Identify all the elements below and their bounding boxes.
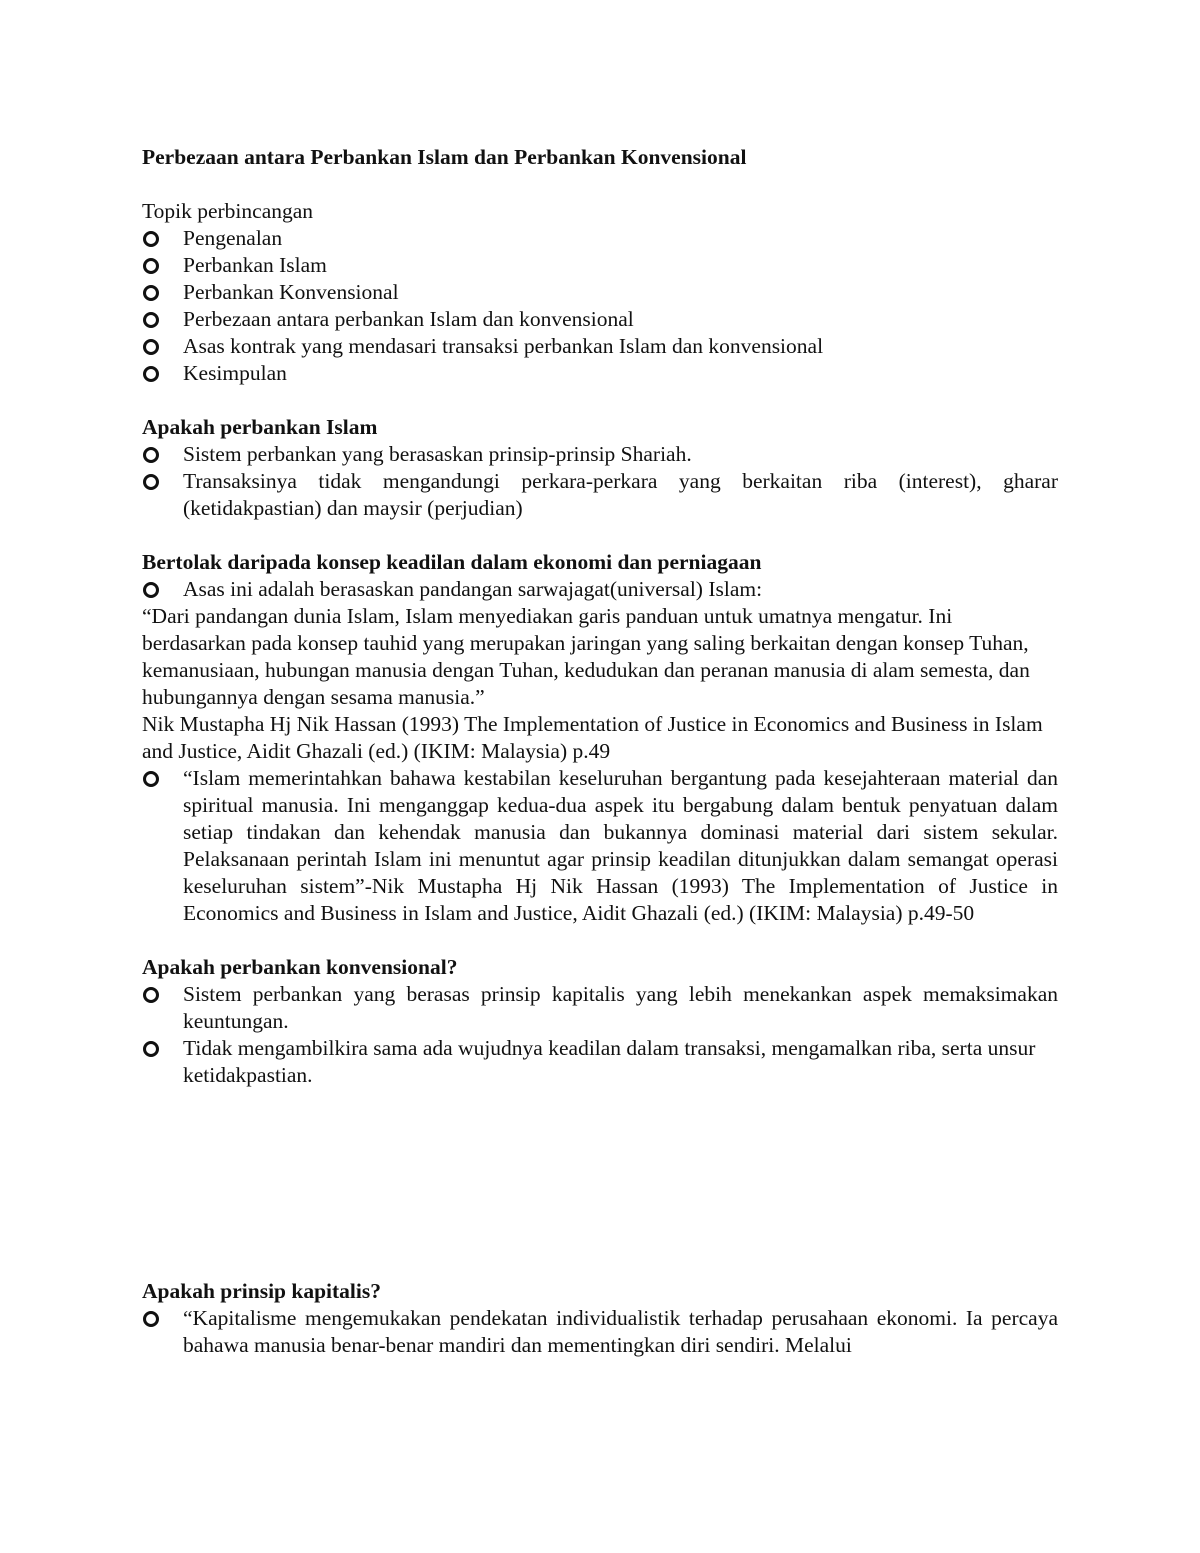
justice-list-2 <box>142 765 1058 927</box>
islamic-banking-list <box>142 441 1058 522</box>
circle-bullet-icon <box>143 231 159 247</box>
list-item-text: Sistem perbankan yang berasaskan prinsip-prinsip Shariah. <box>183 442 692 466</box>
section-heading-justice: Bertolak daripada konsep keadilan dalam ekonomi dan perniagaan <box>142 550 762 574</box>
topic-item <box>142 333 1058 360</box>
capitalism-list <box>142 1305 1058 1359</box>
list-item-text: “Islam memerintahkan bahawa kestabilan keseluruhan bergantung pada kesejahteraan material dan spiritual manusia. Ini menganggap kedua-dua aspek itu bergabung dalam bentuk penyatuan dalam setiap tindakan dan kehendak manusia dan bukannya dominasi material dari sistem sekular. Pelaksanaan perintah Islam ini menuntut agar prinsip keadilan ditunjukkan dalam semangat operasi keseluruhan sistem”-Nik Mustapha Hj Nik Hassan (1993) The Implementation of Justice in Economics and Business in Islam and Justice, Aidit Ghazali (ed.) (IKIM: Malaysia) p.49-50 <box>183 766 1058 925</box>
citation-paragraph: Nik Mustapha Hj Nik Hassan (1993) The Implementation of Justice in Economics and Business in Islam and Justice, Aidit Ghazali (ed.) (IKIM: Malaysia) p.49 <box>142 712 1043 763</box>
circle-bullet-icon <box>143 771 159 787</box>
circle-bullet-icon <box>143 582 159 598</box>
conventional-banking-list <box>142 981 1058 1089</box>
topic-text: Perbankan Konvensional <box>183 280 399 304</box>
section-heading-islamic-banking: Apakah perbankan Islam <box>142 415 378 439</box>
list-item <box>142 1305 1058 1359</box>
justice-list-1 <box>142 576 1058 603</box>
topic-text: Perbankan Islam <box>183 253 327 277</box>
list-item <box>142 441 1058 468</box>
document-title: Perbezaan antara Perbankan Islam dan Perbankan Konvensional <box>142 145 747 169</box>
list-item <box>142 981 1058 1035</box>
circle-bullet-icon <box>143 312 159 328</box>
topic-item <box>142 279 1058 306</box>
list-item-text: “Kapitalisme mengemukakan pendekatan individualistik terhadap perusahaan ekonomi. Ia percaya bahawa manusia benar-benar mandiri dan mementingkan diri sendiri. Melalui <box>183 1306 1058 1357</box>
topics-label: Topik perbincangan <box>142 199 314 223</box>
list-item-text: Asas ini adalah berasaskan pandangan sarwajagat(universal) Islam: <box>183 577 763 601</box>
circle-bullet-icon <box>143 366 159 382</box>
topic-text: Perbezaan antara perbankan Islam dan konvensional <box>183 307 634 331</box>
topic-item <box>142 252 1058 279</box>
topic-item <box>142 306 1058 333</box>
list-item <box>142 765 1058 927</box>
list-item-text: Sistem perbankan yang berasas prinsip kapitalis yang lebih menekankan aspek memaksimakan keuntungan. <box>183 982 1058 1033</box>
circle-bullet-icon <box>143 1041 159 1057</box>
list-item <box>142 468 1058 522</box>
circle-bullet-icon <box>143 258 159 274</box>
topic-item <box>142 225 1058 252</box>
circle-bullet-icon <box>143 987 159 1003</box>
circle-bullet-icon <box>143 1311 159 1327</box>
list-item <box>142 1035 1058 1089</box>
quote-paragraph: “Dari pandangan dunia Islam, Islam menyediakan garis panduan untuk umatnya mengatur. Ini berdasarkan pada konsep tauhid yang merupakan jaringan yang saling berkaitan dengan konsep Tuhan, kemanusiaan, hubungan manusia dengan Tuhan, kedudukan dan peranan manusia di alam semesta, dan hubungannya dengan sesama manusia.” <box>142 604 1030 709</box>
topic-text: Pengenalan <box>183 226 283 250</box>
list-item <box>142 576 1058 603</box>
topic-text: Asas kontrak yang mendasari transaksi perbankan Islam dan konvensional <box>183 334 824 358</box>
blank-space <box>142 1089 1058 1278</box>
document-page <box>142 140 1058 1359</box>
topic-item <box>142 360 1058 387</box>
circle-bullet-icon <box>143 474 159 490</box>
topic-text: Kesimpulan <box>183 361 287 385</box>
list-item-text: Transaksinya tidak mengandungi perkara-perkara yang berkaitan riba (interest), gharar (ketidakpastian) dan maysir (perjudian) <box>183 469 1058 520</box>
circle-bullet-icon <box>143 447 159 463</box>
section-heading-capitalism: Apakah prinsip kapitalis? <box>142 1279 381 1303</box>
circle-bullet-icon <box>143 339 159 355</box>
list-item-text: Tidak mengambilkira sama ada wujudnya keadilan dalam transaksi, mengamalkan riba, serta unsur ketidakpastian. <box>183 1036 1036 1087</box>
section-heading-conventional-banking: Apakah perbankan konvensional? <box>142 955 458 979</box>
topics-list <box>142 225 1058 387</box>
circle-bullet-icon <box>143 285 159 301</box>
